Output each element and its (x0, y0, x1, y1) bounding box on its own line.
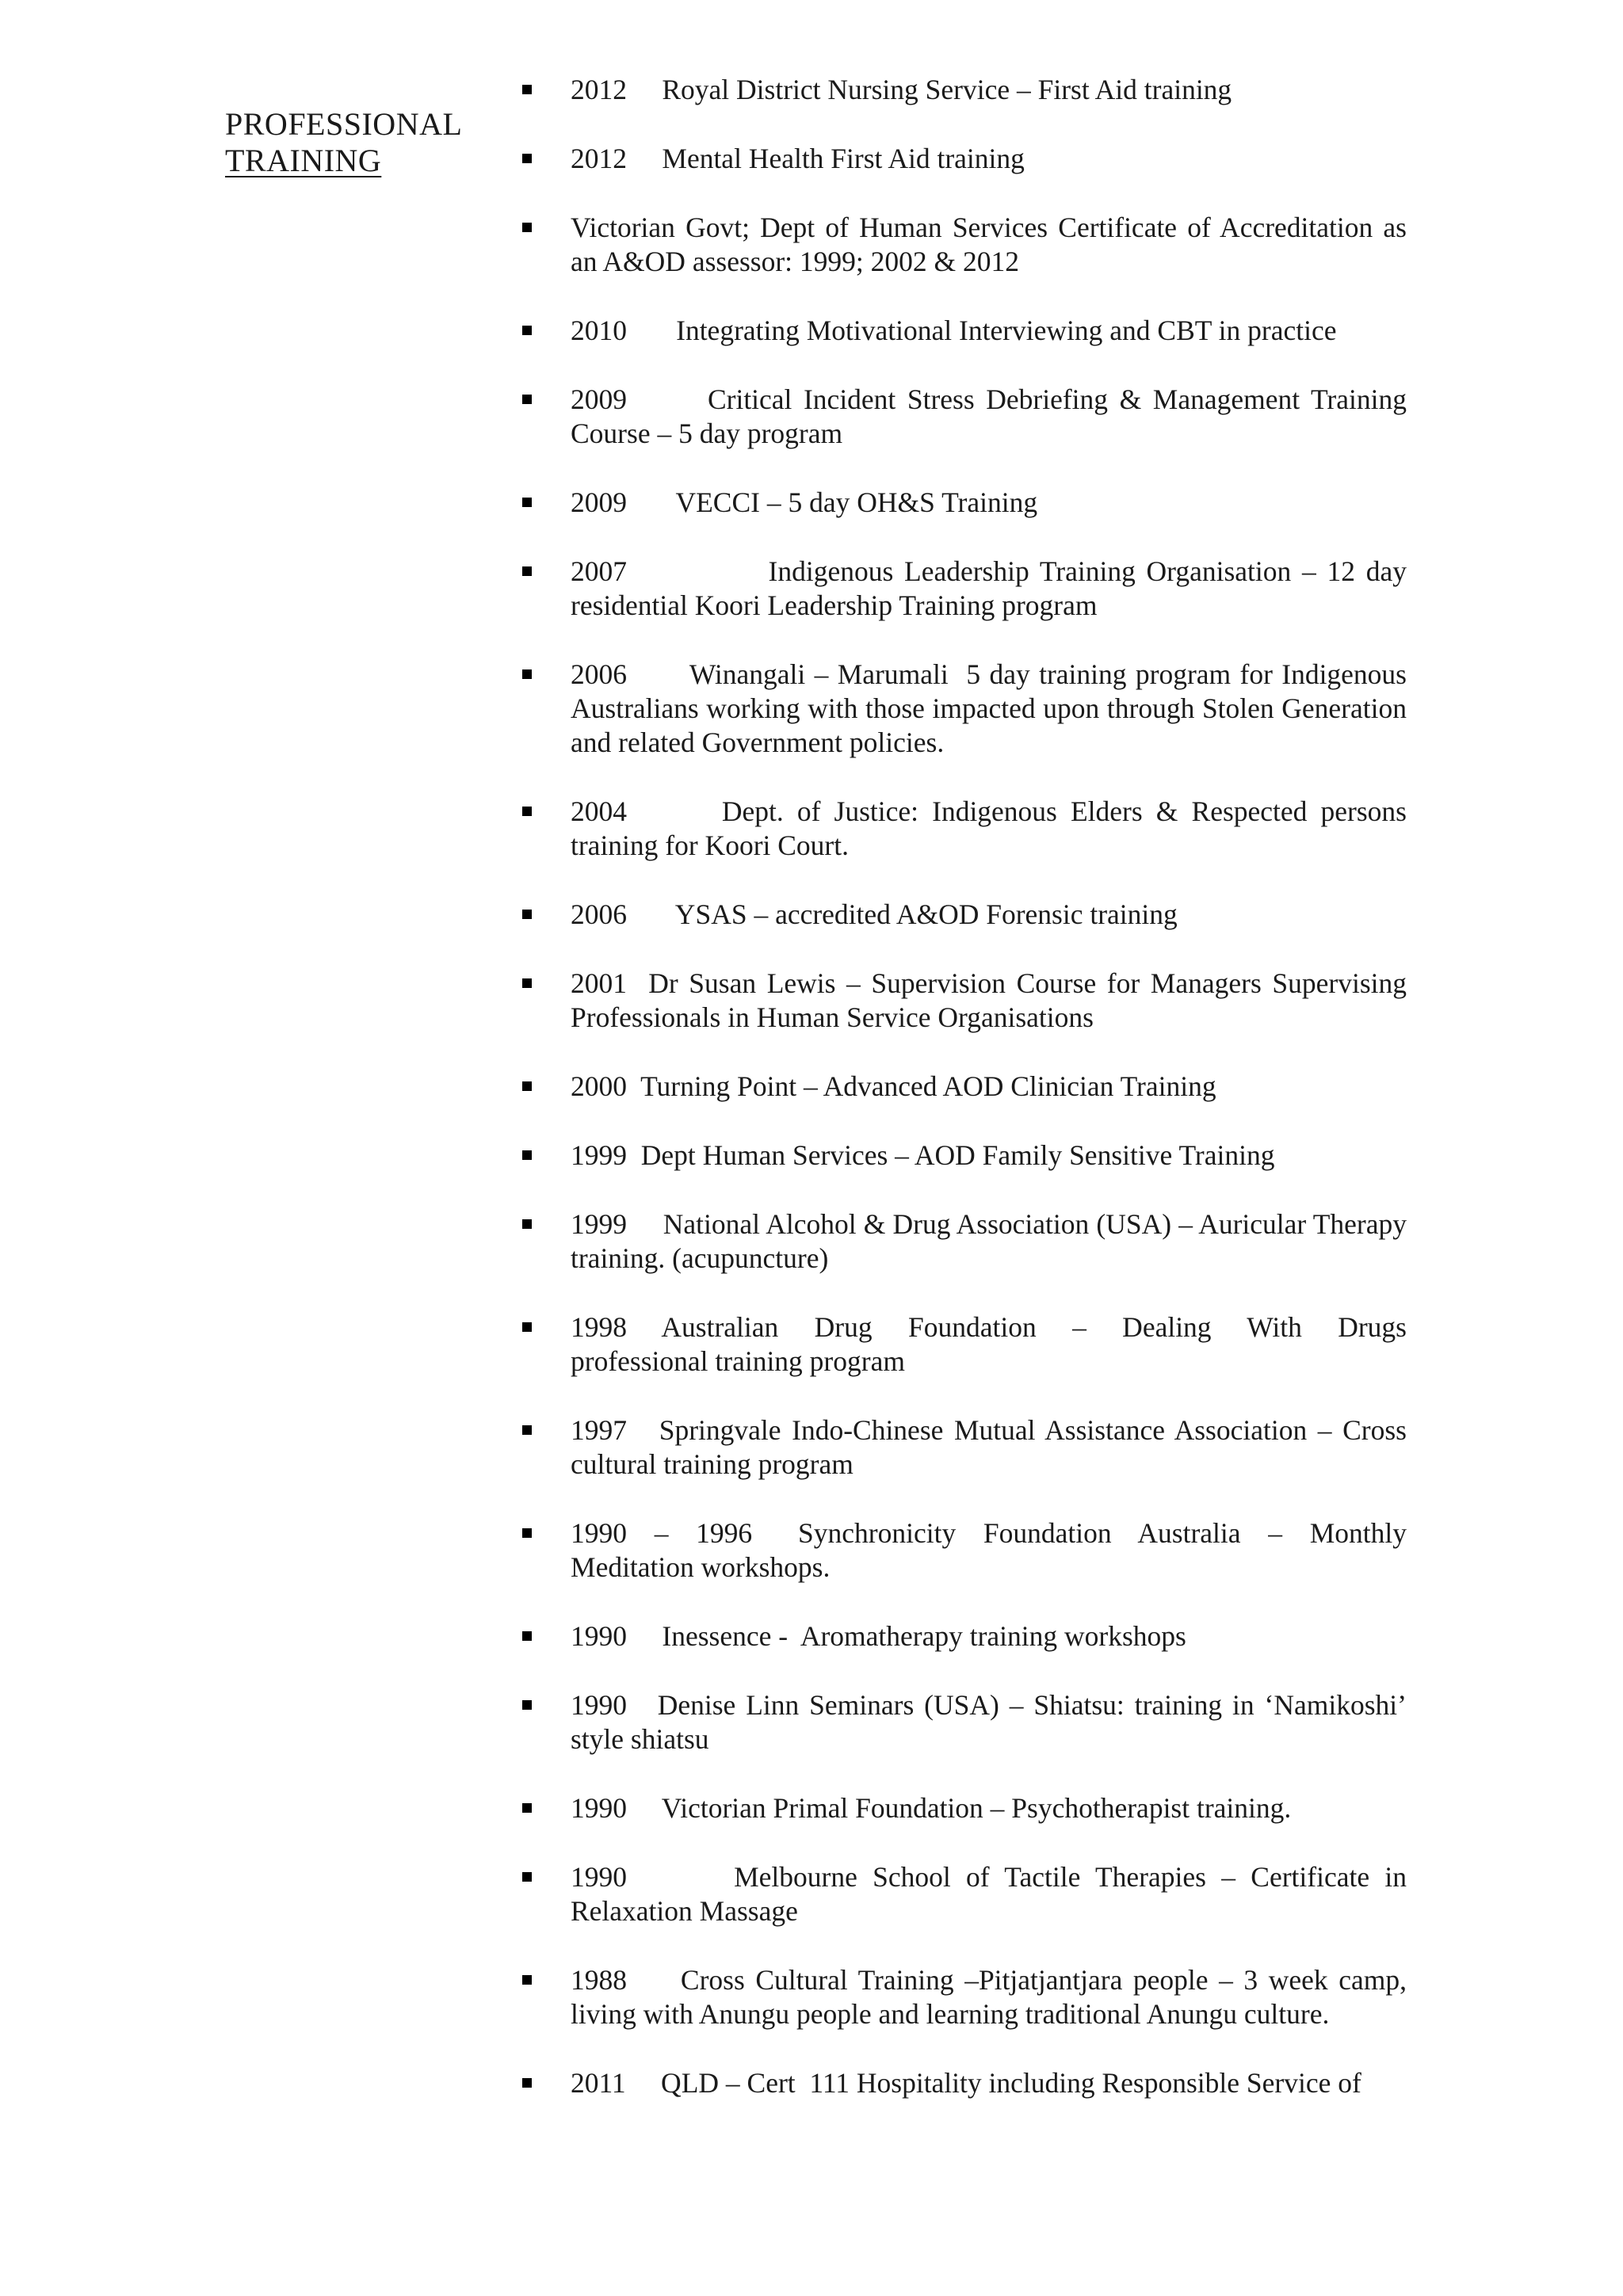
training-item-text: 2009 Critical Incident Stress Debriefing & Management Training Course – 5 day program (571, 383, 1414, 449)
training-item-text: 1990 Melbourne School of Tactile Therapies – Certificate in Relaxation Massage (571, 1861, 1414, 1927)
training-item (519, 1688, 1414, 1756)
training-item-text: 1990 Victorian Primal Foundation – Psychotherapist training. (571, 1792, 1292, 1824)
bullet-square-icon (522, 1322, 532, 1332)
training-item (519, 383, 1414, 451)
bullet-square-icon (522, 1081, 532, 1091)
training-item (519, 1963, 1414, 2031)
training-item (519, 1070, 1407, 1104)
bullet-square-icon (522, 1425, 532, 1435)
bullet-square-icon (522, 910, 532, 919)
training-item (519, 73, 1407, 107)
training-item-text: 1999 National Alcohol & Drug Association (USA) – Auricular Therapy training. (acupuncture) (571, 1208, 1414, 1274)
bullet-square-icon (522, 1150, 532, 1160)
bullet-square-icon (522, 395, 532, 404)
training-item-text: 2001 Dr Susan Lewis – Supervision Course for Managers Supervising Professionals in Human Service Organisations (571, 967, 1414, 1033)
training-item-text: 1997 Springvale Indo-Chinese Mutual Assistance Association – Cross cultural training program (571, 1414, 1414, 1480)
training-item-text: 2012 Mental Health First Aid training (571, 143, 1025, 174)
training-item-text: 2006 Winangali – Marumali 5 day training program for Indigenous Australians working with those impacted upon through Stolen Generation and related Government policies. (571, 658, 1414, 758)
section-heading-line2: TRAINING (225, 143, 382, 178)
training-item-text: 2004 Dept. of Justice: Indigenous Elders & Respected persons training for Koori Court. (571, 795, 1414, 861)
training-item (519, 314, 1407, 348)
bullet-square-icon (522, 1803, 532, 1813)
training-item-text: 1990 – 1996 Synchronicity Foundation Australia – Monthly Meditation workshops. (571, 1517, 1414, 1583)
bullet-square-icon (522, 1975, 532, 1985)
bullet-square-icon (522, 154, 532, 163)
training-item (519, 211, 1414, 279)
training-item-text: 1999 Dept Human Services – AOD Family Sensitive Training (571, 1139, 1275, 1171)
training-item-text: 2009 VECCI – 5 day OH&S Training (571, 486, 1038, 518)
training-item-text: 2007 Indigenous Leadership Training Organisation – 12 day residential Koori Leadership Training program (571, 555, 1414, 621)
bullet-square-icon (522, 566, 532, 576)
training-item (519, 1516, 1414, 1585)
training-item (519, 2066, 1407, 2100)
bullet-square-icon (522, 669, 532, 679)
bullet-square-icon (522, 85, 532, 94)
bullet-square-icon (522, 1700, 532, 1710)
bullet-square-icon (522, 1528, 532, 1538)
training-item (519, 1860, 1414, 1928)
training-item (519, 1791, 1407, 1825)
training-item-text: 2011 QLD – Cert 111 Hospitality including Responsible Service of (571, 2067, 1361, 2099)
training-item-text: 2012 Royal District Nursing Service – First Aid training (571, 74, 1232, 105)
training-item (519, 795, 1414, 863)
bullet-square-icon (522, 498, 532, 507)
training-item-text: 2010 Integrating Motivational Interviewing and CBT in practice (571, 315, 1337, 346)
bullet-square-icon (522, 1631, 532, 1641)
training-item (519, 967, 1414, 1035)
training-item-text: 1990 Denise Linn Seminars (USA) – Shiatsu: training in ‘Namikoshi’ style shiatsu (571, 1689, 1414, 1755)
training-item-text: 1998 Australian Drug Foundation – Dealing With Drugs professional training program (571, 1311, 1414, 1377)
training-item (519, 486, 1407, 520)
training-item-text: 2000 Turning Point – Advanced AOD Clinician Training (571, 1070, 1216, 1102)
bullet-square-icon (522, 1872, 532, 1882)
training-item (519, 1310, 1414, 1379)
training-item (519, 1619, 1407, 1653)
bullet-square-icon (522, 2078, 532, 2088)
training-item-text: 2006 YSAS – accredited A&OD Forensic training (571, 898, 1178, 930)
training-item (519, 555, 1414, 623)
training-item (519, 898, 1407, 932)
training-item-text: 1988 Cross Cultural Training –Pitjatjantjara people – 3 week camp, living with Anungu people and learning traditional Anungu culture. (571, 1964, 1414, 2030)
training-item (519, 142, 1407, 176)
bullet-square-icon (522, 326, 532, 335)
training-item (519, 1413, 1414, 1482)
bullet-square-icon (522, 1219, 532, 1229)
training-item (519, 1207, 1414, 1276)
training-item-text: Victorian Govt; Dept of Human Services Certificate of Accreditation as an A&OD assessor: 1999; 2002 & 2012 (571, 212, 1414, 277)
bullet-square-icon (522, 223, 532, 232)
training-item (519, 658, 1414, 760)
bullet-square-icon (522, 978, 532, 988)
training-item (519, 1138, 1407, 1173)
bullet-square-icon (522, 807, 532, 816)
section-heading (225, 106, 495, 179)
training-item-text: 1990 Inessence - Aromatherapy training workshops (571, 1620, 1186, 1652)
training-list (519, 73, 1414, 2135)
section-heading-line1: PROFESSIONAL (225, 106, 463, 142)
